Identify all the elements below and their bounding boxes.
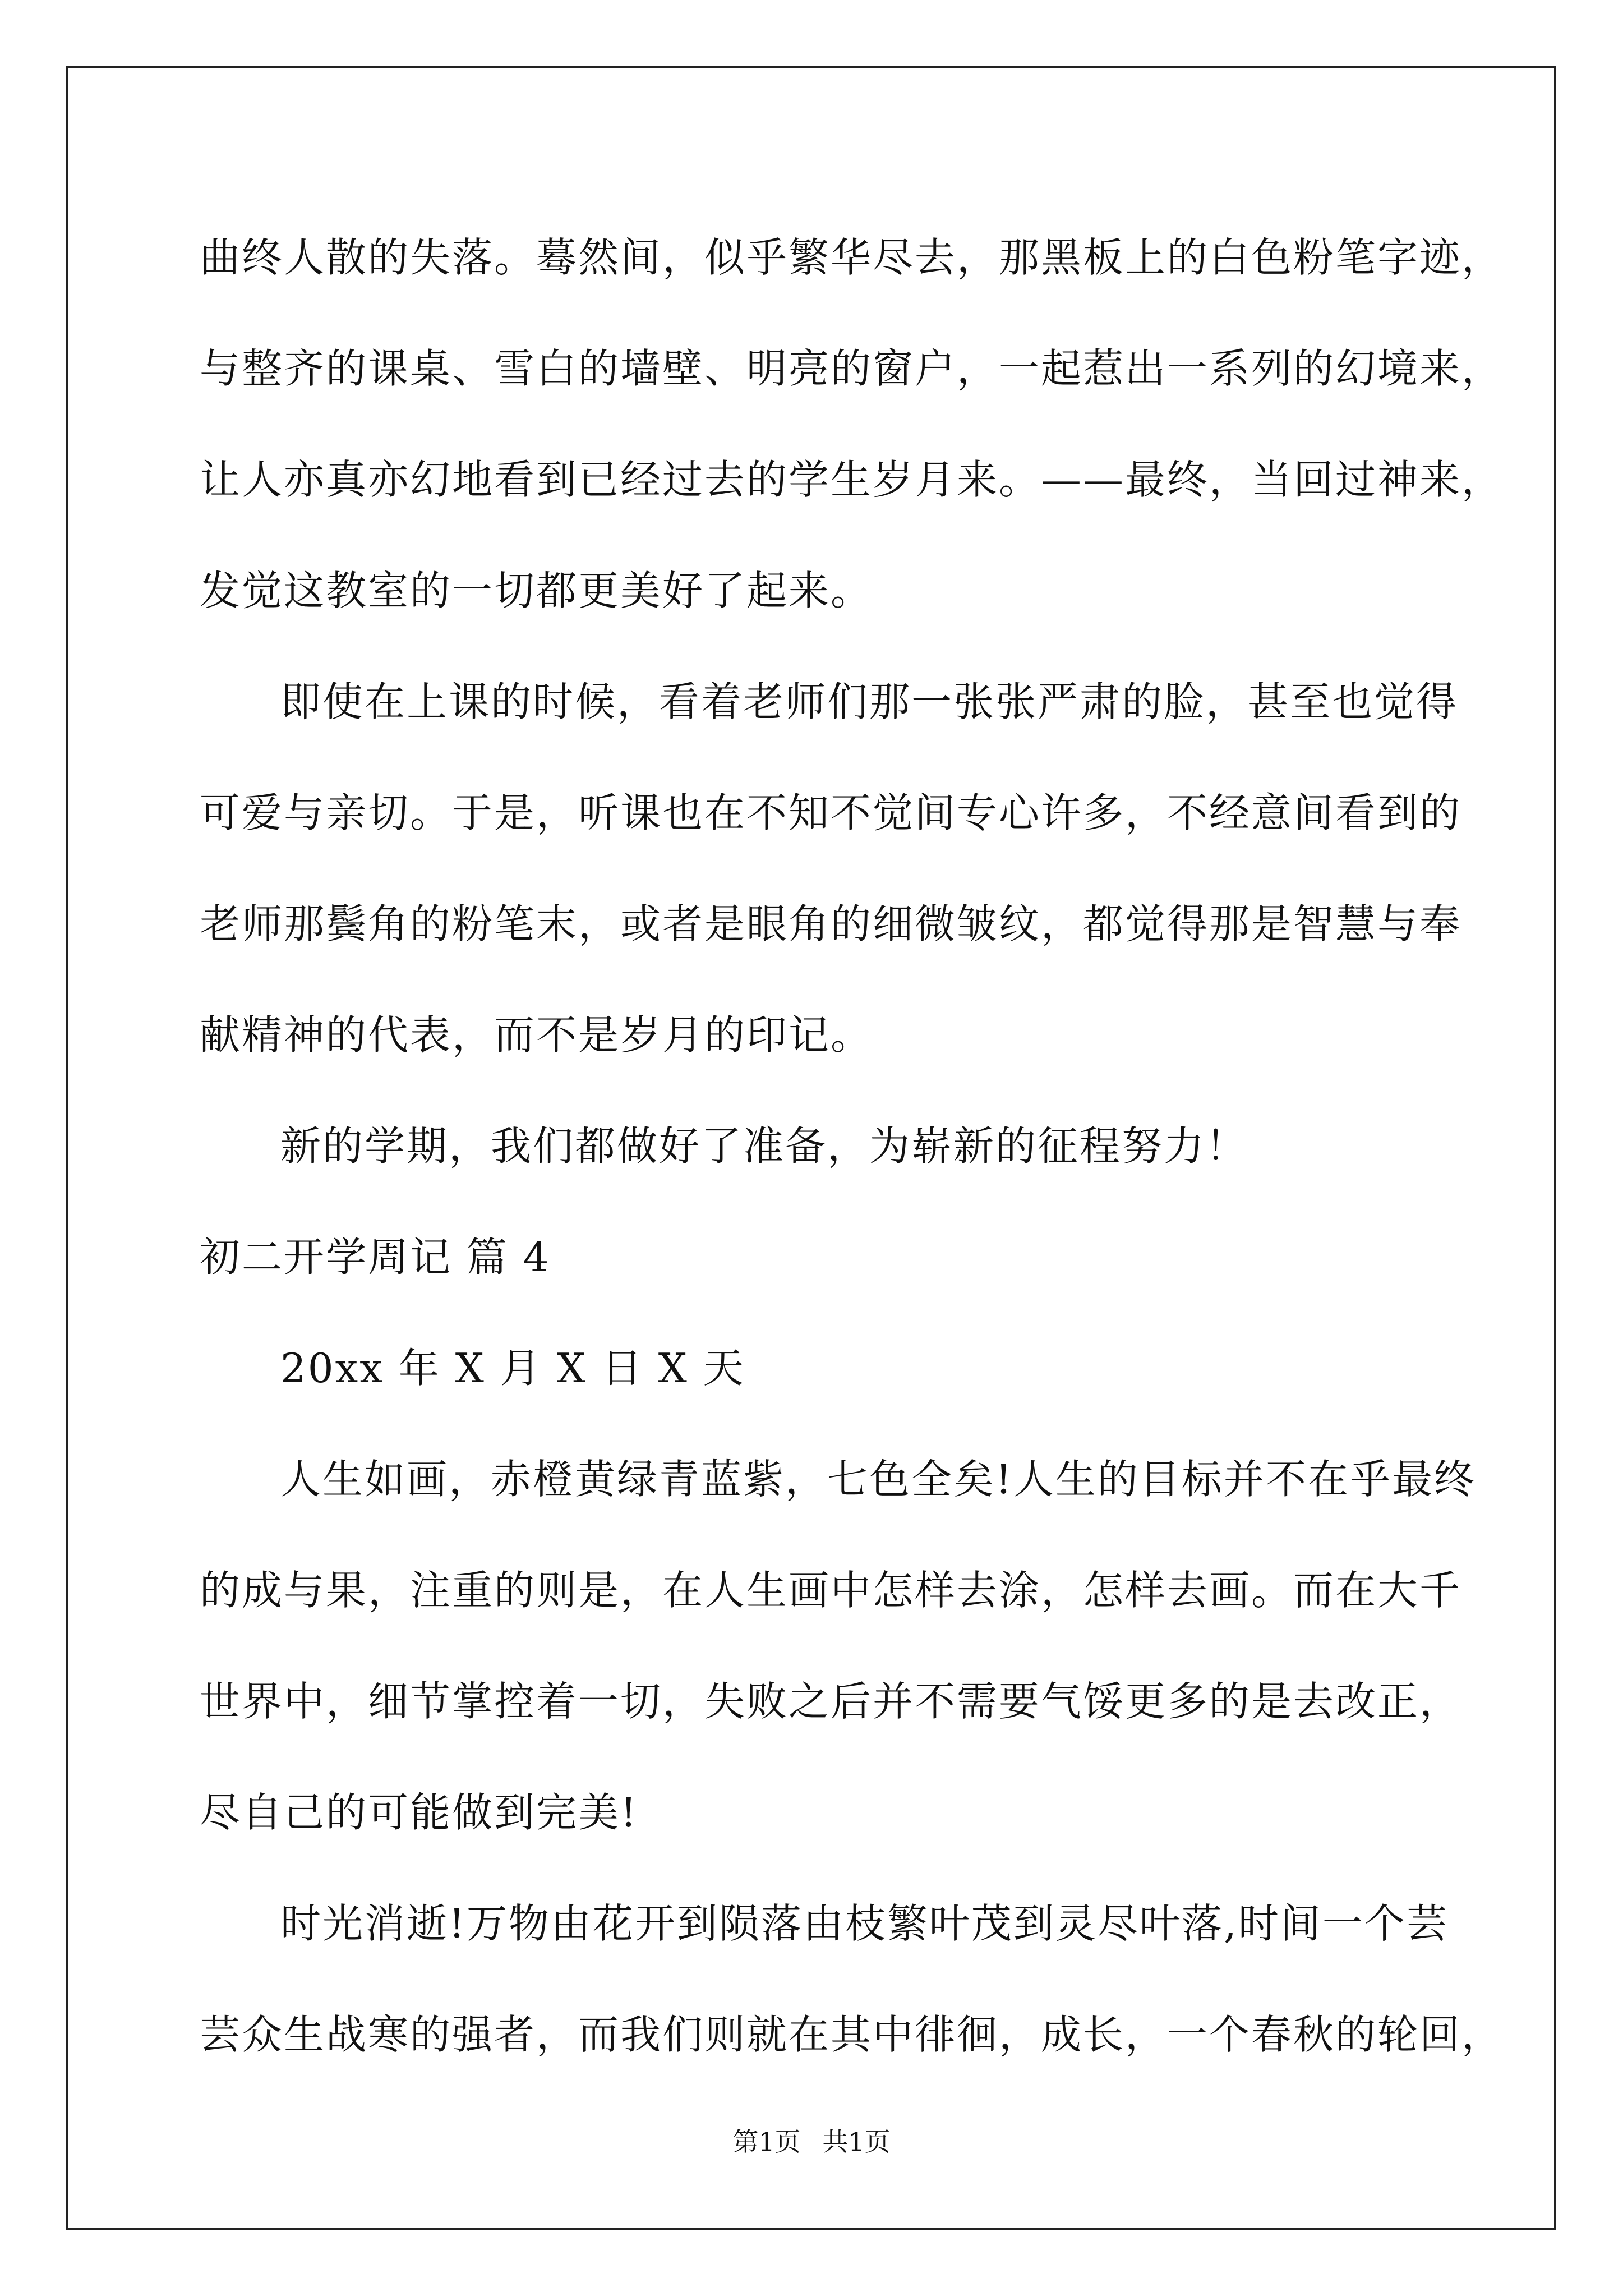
section-heading: 初二开学周记 篇 4 bbox=[200, 1234, 551, 1281]
document-body bbox=[200, 202, 1504, 2090]
page-footer bbox=[0, 2125, 1623, 2159]
text-line: 献精神的代表，而不是岁月的印记。 bbox=[200, 1011, 873, 1059]
text-line: 发觉这教室的一切都更美好了起来。 bbox=[200, 567, 873, 614]
text-line: 时光消逝!万物由花开到陨落由枝繁叶茂到灵尽叶落,时间一个芸 bbox=[280, 1900, 1449, 1947]
date-line: 20xx 年 X 月 X 日 X 天 bbox=[280, 1345, 745, 1392]
text-line: 芸众生战寒的强者，而我们则就在其中徘徊，成长，一个春秋的轮回， bbox=[200, 2011, 1504, 2058]
text-line: 曲终人散的失落。蓦然间，似乎繁华尽去，那黑板上的白色粉笔字迹， bbox=[200, 234, 1504, 281]
text-line: 与整齐的课桌、雪白的墙壁、明亮的窗户，一起惹出一系列的幻境来， bbox=[200, 345, 1504, 392]
text-line: 世界中，细节掌控着一切，失败之后并不需要气馁更多的是去改正， bbox=[200, 1678, 1462, 1725]
text-line: 让人亦真亦幻地看到已经过去的学生岁月来。——最终，当回过神来， bbox=[200, 456, 1504, 503]
text-line: 的成与果，注重的则是，在人生画中怎样去涂，怎样去画。而在大千 bbox=[200, 1567, 1462, 1614]
text-line: 尽自己的可能做到完美! bbox=[200, 1789, 638, 1836]
text-line: 可爱与亲切。于是，听课也在不知不觉间专心许多，不经意间看到的 bbox=[200, 789, 1462, 836]
text-line: 新的学期，我们都做好了准备，为崭新的征程努力！ bbox=[280, 1122, 1248, 1170]
page-total: 共1页 bbox=[822, 2127, 891, 2157]
text-line: 即使在上课的时候，看着老师们那一张张严肃的脸，甚至也觉得 bbox=[280, 678, 1459, 725]
text-line: 老师那鬓角的粉笔末，或者是眼角的细微皱纹，都觉得那是智慧与奉 bbox=[200, 900, 1462, 947]
page-number: 第1页 bbox=[732, 2127, 801, 2157]
text-line: 人生如画，赤橙黄绿青蓝紫，七色全矣!人生的目标并不在乎最终 bbox=[280, 1456, 1476, 1503]
